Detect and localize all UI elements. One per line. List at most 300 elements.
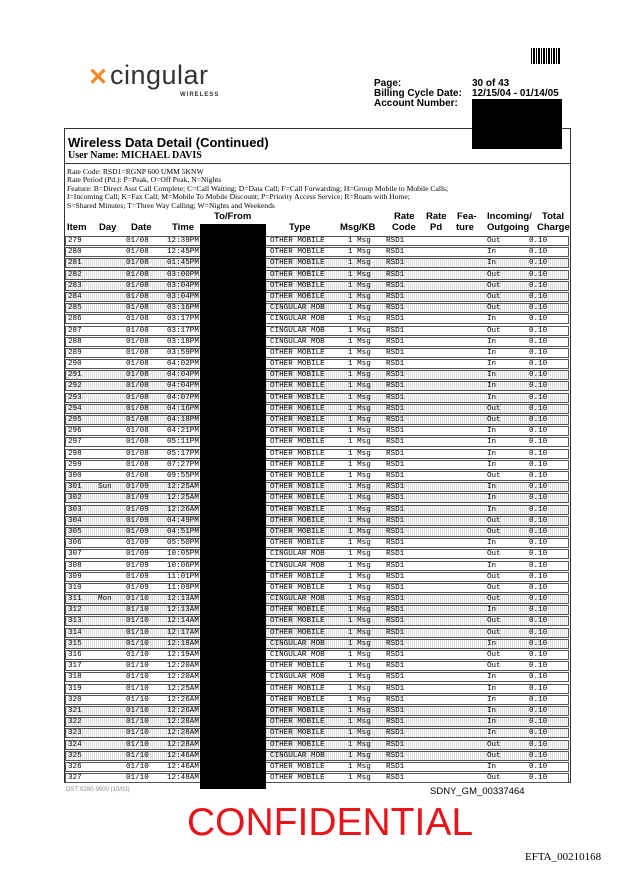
cell-date: 01/08 [126, 471, 149, 480]
col-feature-2: ture [456, 222, 474, 233]
col-day: Day [99, 222, 117, 233]
cell-charge: 0.10 [529, 315, 548, 324]
cell-in-out: Out [487, 617, 501, 626]
cell-type: OTHER MOBILE [270, 292, 325, 301]
table-row [65, 773, 569, 783]
cell-date: 01/10 [126, 751, 149, 760]
cell-type: OTHER MOBILE [270, 572, 325, 581]
cell-item: 324 [68, 740, 82, 749]
table-row [65, 527, 569, 537]
cell-msg: 1 Msg [348, 662, 371, 671]
cell-type: OTHER MOBILE [270, 684, 325, 693]
cell-rate-code: RSD1 [386, 695, 405, 704]
form-number: DST X280-9900 (10/03) [66, 787, 130, 793]
cell-date: 01/08 [126, 292, 149, 301]
cell-item: 283 [68, 281, 82, 290]
cell-charge: 0.10 [529, 706, 548, 715]
cell-charge: 0.10 [529, 416, 548, 425]
cell-time: 03:59PM [167, 348, 199, 357]
cell-in-out: Out [487, 651, 501, 660]
cell-msg: 1 Msg [348, 416, 371, 425]
cell-date: 01/08 [126, 416, 149, 425]
cell-item: 306 [68, 539, 82, 548]
cell-time: 03:18PM [167, 337, 199, 346]
cell-rate-code: RSD1 [386, 449, 405, 458]
cell-msg: 1 Msg [348, 572, 371, 581]
table-row [65, 672, 569, 682]
cell-item: 315 [68, 639, 82, 648]
cell-in-out: In [487, 393, 497, 402]
cell-item: 280 [68, 248, 82, 257]
cell-type: OTHER MOBILE [270, 237, 325, 245]
cell-item: 309 [68, 572, 82, 581]
table-row [65, 393, 569, 403]
cell-rate-code: RSD1 [386, 337, 405, 346]
cell-item: 307 [68, 550, 82, 559]
table-row [65, 359, 569, 369]
cell-item: 302 [68, 494, 82, 503]
cell-msg: 1 Msg [348, 539, 371, 548]
cell-charge: 0.10 [529, 259, 548, 268]
bill-page: ✕ cingular WIRELESS Page: 30 of 43 Billing Cycle Date: 12/15/04 - 01/14/05 Account Number: Wireless Data Detail (Continued) User Name: MICHAEL DAVIS Rate Code: RSD1=RGNP 600 UMM 5KNW Rate Period (Pd.): P=Peak, O=Off Peak, N=Nights Feature: B=Direct Asst Call Complete; C=Call Waiting; D=Data Call; F=Call Forwarding; H=Group Mobile to Mobile Calls; I=Incoming Call; K=Fax Call; M=Mobile To Mobile Discount; P=Priority Access Service; R=Roam with Home; S=Shared Minutes; T=Three Way Calling; W=Nights and Weekends Item Day Date Time To/From Type Msg/KB Rate Code Rate Pd Fea- ture Incoming/ Outgoing Total Charge 279 01/08 12:39PM OTHER MOBILE 1 Msg RSD1 Out 0.10 280 01/08 12:45PM OTHER MOBILE 1 Msg RSD1 In 0.10 281 01/08 01:45PM OTHER MOBILE 1 Msg RSD1 In 0.10 282 01/08 03:00PM OTHER MOBILE 1 Msg RSD1 Out 0.10 283 01/08 03:04PM OTHER MOBILE 1 Msg RSD1 Out 0.10 284 01/08 03:04PM OTHER MOBILE 1 Msg RSD1 Out 0.10 285 01/08 03:16PM CINGULAR MOB 1 Msg RSD1 Out 0.10 286 01/08 03:17PM CINGULAR MOB 1 Msg RSD1 In 0.10 287 01/08 03:17PM CINGULAR MOB 1 Msg RSD1 Out 0.10 288 01/08 03:18PM CINGULAR MOB 1 Msg RSD1 In 0.10 289 01/08 03:59PM OTHER MOBILE 1 Msg RSD1 In 0.10 290 01/08 04:02PM OTHER MOBILE 1 Msg RSD1 In 0.10 291 01/08 04:04PM OTHER MOBILE 1 Msg RSD1 In 0.10 292 01/08 04:04PM OTHER MOBILE 1 Msg RSD1 In 0.10 293 01/08 04:07PM OTHER MOBILE 1 Msg RSD1 In 0.10 294 01/08 04:16PM OTHER MOBILE 1 Msg RSD1 Out 0.10 295 01/08 04:18PM OTHER MOBILE 1 Msg RSD1 Out 0.10 296 01/08 04:21PM OTHER MOBILE 1 Msg RSD1 In 0.10 297 01/08 05:11PM OTHER MOBILE 1 Msg RSD1 In 0.10 298 01/08 05:17PM OTHER MOBILE 1 Msg RSD1 In 0.10 299 01/08 07:27PM OTHER MOBILE 1 Msg RSD1 In 0.10 300 01/08 09:55PM OTHER MOBILE 1 Msg RSD1 Out 0.10 301 Sun 01/09 12:25AM OTHER MOBILE 1 Msg RSD1 In 0.10 302 01/09 12:25AM OTHER MOBILE 1 Msg RSD1 In 0.10 303 01/09 12:26AM OTHER MOBILE 1 Msg RSD1 In 0.10 304 01/09 04:49PM OTHER MOBILE 1 Msg RSD1 Out 0.10 305 01/09 04:51PM OTHER MOBILE 1 Msg RSD1 Out 0.10 306 01/09 05:50PM OTHER MOBILE 1 Msg RSD1 In 0.10 307 01/09 10:05PM CINGULAR MOB 1 Msg RSD1 Out 0.10 308 01/09 10:06PM CINGULAR MOB 1 Msg RSD1 In 0.10 309 01/09 11:01PM OTHER MOBILE 1 Msg RSD1 Out 0.10 310 01/09 11:09PM OTHER MOBILE 1 Msg RSD1 Out 0.10 311 Mon 01/10 12:13AM CINGULAR MOB 1 Msg RSD1 Out 0.10 312 01/10 12:13AM OTHER MOBILE 1 Msg RSD1 In 0.10 313 01/10 12:14AM OTHER MOBILE 1 Msg RSD1 Out 0.10 314 01/10 12:17AM OTHER MOBILE 1 Msg RSD1 Out 0.10 315 01/10 12:18AM CINGULAR MOB 1 Msg RSD1 In 0.10 316 01/10 12:19AM CINGULAR MOB 1 Msg RSD1 Out 0.10 317 01/10 12:20AM OTHER MOBILE 1 Msg RSD1 Out 0.10 318 01/10 12:20AM CINGULAR MOB 1 Msg RSD1 In 0.10 319 01/10 12:25AM OTHER MOBILE 1 Msg RSD1 In 0.10 320 01/10 12:26AM OTHER MOBILE 1 Msg RSD1 In 0.10 321 01/10 12:26AM OTHER MOBILE 1 Msg RSD1 In 0.10 322 01/10 12:28AM OTHER MOBILE 1 Msg RSD1 In 0.10 323 01/10 12:28AM OTHER MOBILE 1 Msg RSD1 In 0.10 324 01/10 12:28AM OTHER MOBILE 1 Msg RSD1 Out 0.10 325 01/10 12:46AM CINGULAR MOB 1 Msg RSD1 Out 0.10 326 01/10 12:46AM OTHER MOBILE 1 Msg RSD1 In 0.10 327 01/10 12:48AM OTHER MOBILE 1 Msg RSD1 Out 0.10 DST X280-9900 (10/03) SDNY_GM_00337464 CONFIDENTIAL EFTA_00210168 [0, 0, 636, 880]
cell-msg: 1 Msg [348, 360, 371, 369]
cell-date: 01/09 [126, 527, 149, 536]
cell-rate-code: RSD1 [386, 326, 405, 335]
cell-date: 01/08 [126, 270, 149, 279]
table-row [65, 762, 569, 772]
cell-in-out: In [487, 360, 497, 369]
cell-rate-code: RSD1 [386, 774, 405, 783]
cell-rate-code: RSD1 [386, 259, 405, 268]
table-row [65, 326, 569, 336]
cell-date: 01/08 [126, 304, 149, 313]
cell-time: 12:18AM [167, 639, 199, 648]
cell-date: 01/09 [126, 583, 149, 592]
cell-date: 01/09 [126, 483, 149, 492]
cell-rate-code: RSD1 [386, 527, 405, 536]
cell-charge: 0.10 [529, 583, 548, 592]
cell-msg: 1 Msg [348, 483, 371, 492]
cell-item: 294 [68, 404, 82, 413]
cell-time: 12:26AM [167, 505, 199, 514]
cell-item: 326 [68, 762, 82, 771]
cell-rate-code: RSD1 [386, 639, 405, 648]
cell-rate-code: RSD1 [386, 427, 405, 436]
cell-rate-code: RSD1 [386, 740, 405, 749]
cell-rate-code: RSD1 [386, 382, 405, 391]
cell-time: 12:25AM [167, 684, 199, 693]
cell-date: 01/08 [126, 348, 149, 357]
cell-date: 01/08 [126, 281, 149, 290]
cell-time: 12:26AM [167, 706, 199, 715]
cell-time: 12:45PM [167, 248, 199, 257]
table-row [65, 415, 569, 425]
cell-item: 293 [68, 393, 82, 402]
cell-time: 04:04PM [167, 382, 199, 391]
cell-item: 281 [68, 259, 82, 268]
table-row [65, 751, 569, 761]
cell-msg: 1 Msg [348, 281, 371, 290]
cell-rate-code: RSD1 [386, 281, 405, 290]
cell-date: 01/09 [126, 494, 149, 503]
cell-in-out: In [487, 259, 497, 268]
user-name: User Name: MICHAEL DAVIS [68, 150, 202, 161]
table-row [65, 594, 569, 604]
cell-msg: 1 Msg [348, 304, 371, 313]
cell-rate-code: RSD1 [386, 662, 405, 671]
cell-time: 04:02PM [167, 360, 199, 369]
table-row [65, 561, 569, 571]
cell-in-out: In [487, 449, 497, 458]
cell-type: OTHER MOBILE [270, 471, 325, 480]
cell-time: 07:27PM [167, 460, 199, 469]
cell-type: OTHER MOBILE [270, 695, 325, 704]
table-row [65, 303, 569, 313]
cell-item: 282 [68, 270, 82, 279]
cell-in-out: In [487, 673, 497, 682]
cell-msg: 1 Msg [348, 348, 371, 357]
cell-item: 289 [68, 348, 82, 357]
confidential-stamp: CONFIDENTIAL [187, 801, 474, 844]
cell-in-out: In [487, 382, 497, 391]
cell-type: OTHER MOBILE [270, 539, 325, 548]
cell-date: 01/08 [126, 315, 149, 324]
cell-in-out: Out [487, 572, 501, 581]
cell-item: 297 [68, 438, 82, 447]
col-rate-code-2: Code [392, 222, 416, 233]
cell-time: 12:28AM [167, 740, 199, 749]
cell-rate-code: RSD1 [386, 416, 405, 425]
efta-number: EFTA_00210168 [525, 851, 602, 863]
cell-rate-code: RSD1 [386, 595, 405, 604]
table-row [65, 549, 569, 559]
cell-item: 303 [68, 505, 82, 514]
cell-in-out: In [487, 718, 497, 727]
cell-in-out: Out [487, 774, 501, 783]
cell-rate-code: RSD1 [386, 393, 405, 402]
cell-date: 01/10 [126, 628, 149, 637]
col-in-out-1: Incoming/ [487, 211, 532, 222]
cell-date: 01/09 [126, 550, 149, 559]
cell-type: CINGULAR MOB [270, 550, 325, 559]
cell-item: 325 [68, 751, 82, 760]
table-row [65, 583, 569, 593]
cell-item: 321 [68, 706, 82, 715]
cell-item: 296 [68, 427, 82, 436]
cell-type: OTHER MOBILE [270, 248, 325, 257]
cell-date: 01/08 [126, 259, 149, 268]
cell-date: 01/10 [126, 740, 149, 749]
table-row [65, 314, 569, 324]
col-total-1: Total [542, 211, 564, 222]
cell-in-out: Out [487, 326, 501, 335]
cell-type: OTHER MOBILE [270, 617, 325, 626]
cell-date: 01/09 [126, 561, 149, 570]
bates-number: SDNY_GM_00337464 [430, 786, 525, 797]
cell-time: 04:21PM [167, 427, 199, 436]
cell-date: 01/10 [126, 595, 149, 604]
cell-type: CINGULAR MOB [270, 315, 325, 324]
cell-in-out: In [487, 539, 497, 548]
cell-date: 01/08 [126, 382, 149, 391]
cell-type: CINGULAR MOB [270, 751, 325, 760]
cell-item: 284 [68, 292, 82, 301]
cell-date: 01/10 [126, 617, 149, 626]
billing-cycle-label: Billing Cycle Date: [374, 88, 462, 99]
cell-rate-code: RSD1 [386, 617, 405, 626]
cell-charge: 0.10 [529, 337, 548, 346]
cell-date: 01/08 [126, 449, 149, 458]
cell-item: 322 [68, 718, 82, 727]
cell-msg: 1 Msg [348, 449, 371, 458]
table-row [65, 236, 569, 246]
cell-msg: 1 Msg [348, 550, 371, 559]
cell-rate-code: RSD1 [386, 270, 405, 279]
cell-msg: 1 Msg [348, 527, 371, 536]
cell-date: 01/10 [126, 762, 149, 771]
cell-date: 01/09 [126, 539, 149, 548]
cell-time: 12:48AM [167, 774, 199, 783]
cell-type: CINGULAR MOB [270, 673, 325, 682]
cell-in-out: Out [487, 281, 501, 290]
cell-item: 305 [68, 527, 82, 536]
cell-time: 03:04PM [167, 281, 199, 290]
cell-item: 317 [68, 662, 82, 671]
legend-line: Rate Period (Pd.): P=Peak, O=Off Peak, N=Nights [67, 175, 222, 185]
table-row [65, 258, 569, 268]
cell-msg: 1 Msg [348, 706, 371, 715]
cell-rate-code: RSD1 [386, 505, 405, 514]
cell-msg: 1 Msg [348, 438, 371, 447]
col-date: Date [131, 222, 152, 233]
cell-charge: 0.10 [529, 774, 548, 783]
cell-time: 12:28AM [167, 718, 199, 727]
cell-type: OTHER MOBILE [270, 527, 325, 536]
cell-in-out: In [487, 695, 497, 704]
cell-time: 10:05PM [167, 550, 199, 559]
barcode [531, 48, 561, 64]
cell-in-out: In [487, 762, 497, 771]
cell-rate-code: RSD1 [386, 248, 405, 257]
table-row [65, 706, 569, 716]
table-row [65, 381, 569, 391]
cell-msg: 1 Msg [348, 718, 371, 727]
cell-msg: 1 Msg [348, 639, 371, 648]
cell-charge: 0.10 [529, 516, 548, 525]
cell-time: 12:28AM [167, 729, 199, 738]
cell-rate-code: RSD1 [386, 751, 405, 760]
cell-charge: 0.10 [529, 438, 548, 447]
cell-charge: 0.10 [529, 673, 548, 682]
cell-type: CINGULAR MOB [270, 595, 325, 604]
cell-date: 01/08 [126, 337, 149, 346]
cell-date: 01/08 [126, 438, 149, 447]
cell-item: 290 [68, 360, 82, 369]
cell-charge: 0.10 [529, 326, 548, 335]
cell-msg: 1 Msg [348, 404, 371, 413]
cell-time: 12:25AM [167, 494, 199, 503]
cell-date: 01/09 [126, 505, 149, 514]
cell-in-out: In [487, 460, 497, 469]
cell-time: 12:46AM [167, 751, 199, 760]
cell-date: 01/09 [126, 516, 149, 525]
cell-msg: 1 Msg [348, 460, 371, 469]
cell-msg: 1 Msg [348, 259, 371, 268]
cell-in-out: In [487, 561, 497, 570]
cell-type: OTHER MOBILE [270, 371, 325, 380]
cell-charge: 0.10 [529, 561, 548, 570]
cell-in-out: Out [487, 550, 501, 559]
cell-msg: 1 Msg [348, 684, 371, 693]
cell-charge: 0.10 [529, 606, 548, 615]
cell-charge: 0.10 [529, 729, 548, 738]
cell-time: 12:20AM [167, 673, 199, 682]
cell-in-out: Out [487, 628, 501, 637]
cell-type: CINGULAR MOB [270, 326, 325, 335]
cell-date: 01/10 [126, 651, 149, 660]
cell-date: 01/08 [126, 393, 149, 402]
cell-charge: 0.10 [529, 460, 548, 469]
cell-msg: 1 Msg [348, 673, 371, 682]
cell-type: OTHER MOBILE [270, 404, 325, 413]
cell-type: OTHER MOBILE [270, 438, 325, 447]
cell-time: 05:17PM [167, 449, 199, 458]
cell-rate-code: RSD1 [386, 572, 405, 581]
table-row [65, 292, 569, 302]
table-row [65, 471, 569, 481]
billing-cycle-value: 12/15/04 - 01/14/05 [472, 88, 559, 99]
table-row [65, 684, 569, 694]
cell-charge: 0.10 [529, 639, 548, 648]
cell-charge: 0.10 [529, 762, 548, 771]
cell-date: 01/10 [126, 662, 149, 671]
table-row [65, 538, 569, 548]
legend-line: I=Incoming Call; K=Fax Call; M=Mobile To Mobile Discount; P=Priority Access Service; R=Roam with Home; [67, 192, 410, 202]
cell-time: 04:49PM [167, 516, 199, 525]
cell-type: OTHER MOBILE [270, 740, 325, 749]
cell-item: 327 [68, 774, 82, 783]
cell-msg: 1 Msg [348, 248, 371, 257]
table-row [65, 348, 569, 358]
table-row [65, 281, 569, 291]
cell-rate-code: RSD1 [386, 729, 405, 738]
cell-msg: 1 Msg [348, 371, 371, 380]
cell-charge: 0.10 [529, 360, 548, 369]
cell-time: 09:55PM [167, 471, 199, 480]
cell-charge: 0.10 [529, 393, 548, 402]
col-time: Time [172, 222, 195, 233]
cell-day: Mon [98, 595, 112, 604]
cell-date: 01/10 [126, 729, 149, 738]
cell-rate-code: RSD1 [386, 651, 405, 660]
table-row [65, 337, 569, 347]
cell-time: 03:17PM [167, 315, 199, 324]
cell-type: OTHER MOBILE [270, 259, 325, 268]
cell-charge: 0.10 [529, 270, 548, 279]
cell-rate-code: RSD1 [386, 348, 405, 357]
cell-charge: 0.10 [529, 628, 548, 637]
cell-msg: 1 Msg [348, 774, 371, 783]
cell-in-out: In [487, 505, 497, 514]
cell-in-out: Out [487, 662, 501, 671]
table-row [65, 426, 569, 436]
cell-type: OTHER MOBILE [270, 762, 325, 771]
cell-type: CINGULAR MOB [270, 639, 325, 648]
cell-item: 279 [68, 237, 82, 245]
cell-charge: 0.10 [529, 527, 548, 536]
table-row [65, 460, 569, 470]
cell-msg: 1 Msg [348, 315, 371, 324]
cell-type: CINGULAR MOB [270, 304, 325, 313]
cell-rate-code: RSD1 [386, 628, 405, 637]
cell-time: 10:06PM [167, 561, 199, 570]
cell-type: OTHER MOBILE [270, 606, 325, 615]
cell-item: 313 [68, 617, 82, 626]
cell-time: 05:50PM [167, 539, 199, 548]
cell-type: OTHER MOBILE [270, 774, 325, 783]
cell-type: OTHER MOBILE [270, 270, 325, 279]
cell-in-out: In [487, 438, 497, 447]
cell-date: 01/10 [126, 695, 149, 704]
cell-msg: 1 Msg [348, 393, 371, 402]
cell-charge: 0.10 [529, 237, 548, 245]
cell-in-out: Out [487, 583, 501, 592]
col-in-out-2: Outgoing [487, 222, 530, 233]
cell-in-out: Out [487, 404, 501, 413]
account-redaction [472, 99, 562, 149]
cell-type: OTHER MOBILE [270, 427, 325, 436]
cell-charge: 0.10 [529, 718, 548, 727]
cell-charge: 0.10 [529, 371, 548, 380]
table-row [65, 437, 569, 447]
col-to-from: To/From [214, 211, 252, 222]
cell-type: OTHER MOBILE [270, 706, 325, 715]
cell-in-out: In [487, 729, 497, 738]
cell-type: CINGULAR MOB [270, 651, 325, 660]
cell-time: 03:00PM [167, 270, 199, 279]
cell-type: OTHER MOBILE [270, 348, 325, 357]
cell-item: 308 [68, 561, 82, 570]
table-row [65, 482, 569, 492]
cell-type: OTHER MOBILE [270, 382, 325, 391]
cell-type: OTHER MOBILE [270, 360, 325, 369]
table-row [65, 247, 569, 257]
cell-type: OTHER MOBILE [270, 416, 325, 425]
table-row [65, 639, 569, 649]
legend [67, 168, 448, 210]
cell-rate-code: RSD1 [386, 673, 405, 682]
cell-rate-code: RSD1 [386, 718, 405, 727]
table-row [65, 572, 569, 582]
cell-time: 04:07PM [167, 393, 199, 402]
cell-item: 286 [68, 315, 82, 324]
cell-rate-code: RSD1 [386, 404, 405, 413]
cell-msg: 1 Msg [348, 651, 371, 660]
legend-line: Rate Code: RSD1=RGNP 600 UMM 5KNW [67, 167, 204, 176]
logo-x-icon: ✕ [88, 64, 109, 91]
cell-msg: 1 Msg [348, 494, 371, 503]
cell-msg: 1 Msg [348, 516, 371, 525]
cell-rate-code: RSD1 [386, 550, 405, 559]
cell-in-out: Out [487, 237, 501, 245]
cell-msg: 1 Msg [348, 628, 371, 637]
cell-in-out: Out [487, 751, 501, 760]
table-row [65, 505, 569, 515]
cell-item: 299 [68, 460, 82, 469]
table-row [65, 616, 569, 626]
cell-rate-code: RSD1 [386, 606, 405, 615]
table-row [65, 695, 569, 705]
